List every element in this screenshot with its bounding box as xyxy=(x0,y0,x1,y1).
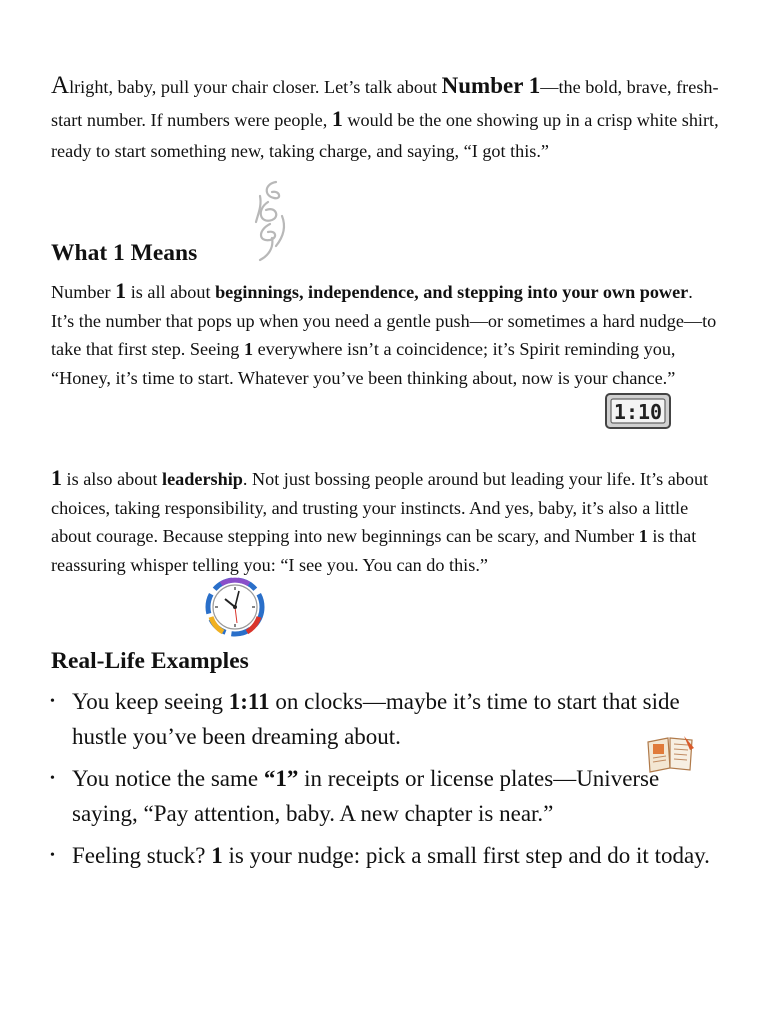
drop-cap: A xyxy=(51,72,70,99)
calligraphy-ornament-icon xyxy=(246,176,294,266)
intro-paragraph: Alright, baby, pull your chair closer. Let’s talk about Number 1—the bold, brave, fresh-start number. If numbers were people, 1 would be the one showing up in a crisp white shirt, ready to start something new, taking charge, and saying, “I got this.” xyxy=(51,72,719,161)
examples-list xyxy=(50,684,730,880)
leadership-paragraph: 1 is also about leadership. Not just bossing people around but leading your life. It’s about choices, taking responsibility, and trusting your instincts. And yes, baby, it’s also a little about courage. Because stepping into new beginnings can be scary, and Number 1 is that reassuring whisper telling you: “I see you. You can do this.” xyxy=(51,465,709,575)
list-item: • Feeling stuck? 1 is your nudge: pick a small first step and do it today. xyxy=(50,838,730,873)
meaning-paragraph: Number 1 is all about beginnings, independence, and stepping into your own power. It’s the number that pops up when you need a gentle push—or sometimes a hard nudge—to take that first step. Seeing 1 everywhere isn’t a coincidence; it’s Spirit reminding you, “Honey, it’s time to start. Whatever you’ve been thinking about, now is your chance.” xyxy=(51,278,717,388)
wall-clock-icon xyxy=(203,577,267,637)
heading-real-life-examples: Real-Life Examples xyxy=(51,648,249,674)
digital-clock-display: 1:10 xyxy=(613,400,663,424)
list-item: • You notice the same “1” in receipts or license plates—Universe saying, “Pay attention, baby. A new chapter is near.” xyxy=(50,761,730,831)
digital-clock-icon xyxy=(605,393,671,429)
bullet: • xyxy=(50,848,55,863)
heading-what-1-means: What 1 Means xyxy=(51,240,198,266)
bullet: • xyxy=(50,771,55,786)
number-one-label: Number 1 xyxy=(441,73,541,98)
list-item: • You keep seeing 1:11 on clocks—maybe it’s time to start that side hustle you’ve been dreaming about. xyxy=(50,684,730,754)
bullet: • xyxy=(50,694,55,709)
